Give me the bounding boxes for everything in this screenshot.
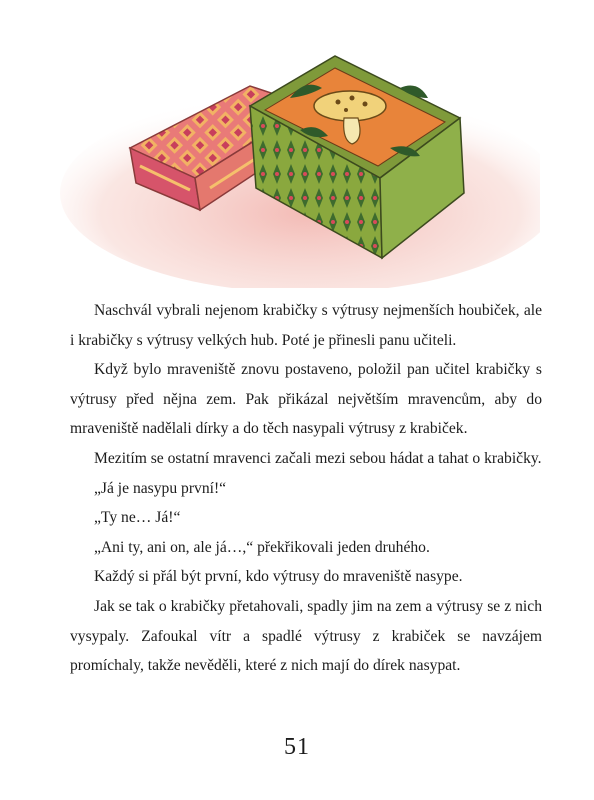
paragraph-7: Každý si přál být první, kdo výtrusy do mraveniště nasype. — [94, 568, 463, 586]
paragraph-1: Naschvál vybrali nejenom krabičky s výtrusy nejmenších houbiček, ale i krabičky s výtrusy velkých hub. Poté je přinesli panu učiteli. — [70, 302, 542, 349]
paragraph-2: Když bylo mraveniště znovu postaveno, položil pan učitel krabičky s výtrusy před nějna zem. Pak přikázal největším mravencům, aby do mraveniště nadělali dírky a do těch nasypali výtrusy z krabiček. — [70, 361, 542, 438]
boxes-illustration — [60, 18, 540, 288]
mushroom-boxes-icon — [60, 18, 540, 288]
paragraph-3: Mezitím se ostatní mravenci začali mezi sebou hádat a tahat o krabičky. — [94, 449, 542, 467]
story-text — [70, 296, 542, 681]
paragraph-6: „Ani ty, ani on, ale já…,“ překřikovali jeden druhého. — [94, 538, 430, 556]
paragraph-5: „Ty ne… Já!“ — [94, 509, 181, 527]
paragraph-8: Jak se tak o krabičky přetahovali, spadly jim na zem a výtrusy se z nich vysypaly. Zafoukal vítr a spadlé výtrusy z krabiček se navzájem promíchaly, takže nevěděli, které z nich mají do dírek nasypat. — [70, 597, 542, 675]
paragraph-4: „Já je nasypu první!“ — [94, 479, 227, 497]
page-number: 51 — [284, 734, 310, 760]
